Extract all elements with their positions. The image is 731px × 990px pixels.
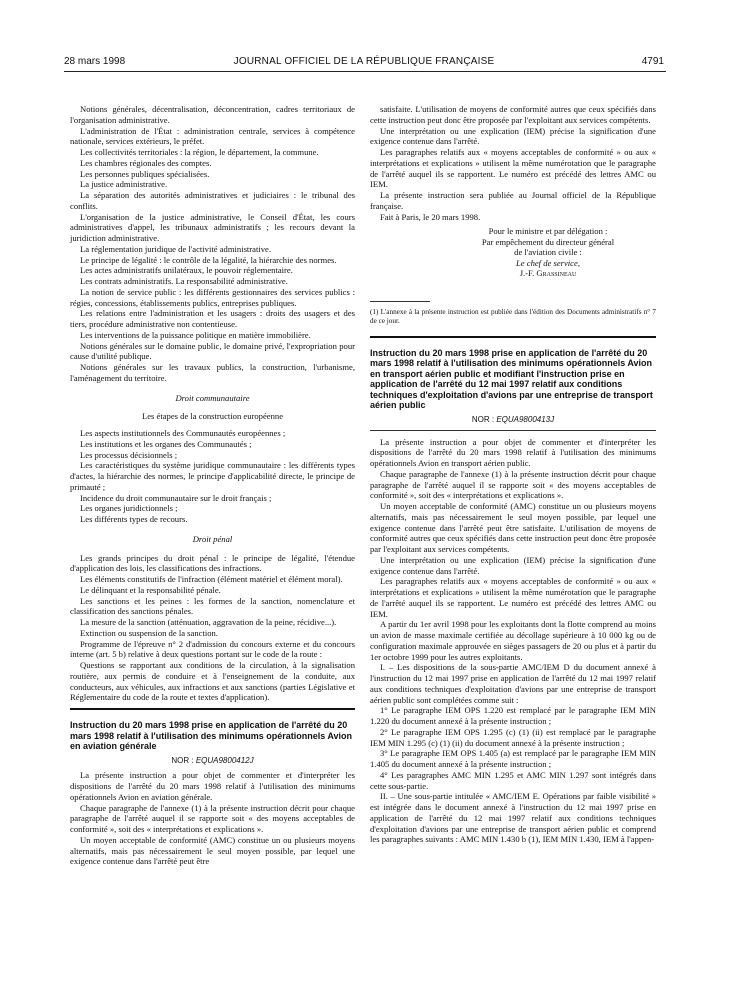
paragraph: Le délinquant et la responsabilité pénale. [80, 584, 221, 595]
paragraph: Les aspects institutionnels des Communautés européennes ; [80, 428, 286, 438]
paragraph: Questions se rapportant aux conditions de la circulation, à la signalisation routière, aux permis de conduire et à l'enseignement de la conduite, aux conducteurs, aux véhicules, aux infractions et aux sanctions (parties Législative et Réglementaire du code de la route et textes d'application). [70, 660, 355, 703]
signature-line: Pour le ministre et par délégation : [488, 226, 608, 237]
paragraph: Les organes juridictionnels ; [80, 503, 178, 514]
signature-role: Le chef de service, [516, 257, 580, 268]
paragraph: La justice administrative. [80, 179, 168, 190]
paragraph: Les paragraphes relatifs aux « moyens acceptables de conformité » ou aux « interprétations et explications » utilisent la même numérotation que le paragraphe de l'arrêté auquel ils se rapportent. Le numéro est précédé des lettres AMC ou IEM. [370, 576, 656, 619]
nor-reference [370, 415, 656, 426]
paragraph: Les différents types de recours. [80, 514, 188, 524]
paragraph: Une interprétation ou une explication (IEM) précise la signification d'une exigence contenue dans l'arrêté. [370, 554, 656, 576]
instruction-title-aviation-generale: Instruction du 20 mars 1998 prise en application de l'arrêté du 20 mars 1998 relatif à l'utilisation des minimums opérationnels Avion en aviation générale [70, 720, 353, 751]
paragraph: Notions générales, décentralisation, déconcentration, cadres territoriaux de l'organisation administrative. [70, 104, 355, 125]
right-column [370, 104, 656, 845]
paragraph: Les paragraphes relatifs aux « moyens acceptables de conformité » ou aux « interprétations et explications » utilisent la même numérotation que le paragraphe de l'arrêté auquel ils se rapportent. Le numéro est précédé des lettres AMC ou IEM. [370, 147, 656, 190]
header-page-number: 4791 [641, 56, 664, 67]
section-heading-droit-communautaire: Droit communautaire [175, 392, 250, 403]
paragraph: La présente instruction a pour objet de commenter et d'interpréter les dispositions de l'arrêté du 20 mars 1998 relatif à l'utilisation des minimums opérationnels Avion en aviation générale. [70, 770, 355, 802]
paragraph: A partir du 1er avril 1998 pour les exploitants dont la flotte comprend au moins un avion de masse maximale certifiée au décollage supérieure à 10 000 kg ou de configuration maximale approuvée en sièges passagers de 20 ou plus et à partir du 1er octobre 1999 pour les autres exploitants. [370, 619, 656, 662]
paragraph: Chaque paragraphe de l'annexe (1) à la présente instruction décrit pour chaque paragraphe de l'arrêté auquel il se rapporte soit « des moyens acceptables de conformité », soit des « interprétations et explications ». [370, 468, 656, 501]
paragraph: La réglementation juridique de l'activité administrative. [80, 243, 272, 254]
paragraph: La présente instruction sera publiée au Journal officiel de la République française. [370, 190, 656, 211]
header-date: 28 mars 1998 [64, 56, 126, 67]
paragraph: La notion de service public : les différents gestionnaires des services publics : régies, concessions, établissements publics, entreprises publiques. [70, 286, 355, 308]
paragraph: Un moyen acceptable de conformité (AMC) constitue un ou plusieurs moyens alternatifs, mais pas nécessairement le seul moyen possible, par lequel une exigence contenue dans l'arrêté peut être satisfaite. L'utilisation de moyens de conformité autres que ceux spécifiés dans cette instruction peut donc être proposée par l'exploitant aux services compétents. [370, 501, 656, 554]
paragraph: 3° Le paragraphe IEM OPS 1.405 (a) est remplacé par le paragraphe IEM MIN 1.405 du document annexé à la présente instruction ; [370, 748, 656, 769]
paragraph: Les contrats administratifs. La responsabilité administrative. [80, 276, 288, 286]
paragraph: Incidence du droit communautaire sur le droit français ; [80, 492, 272, 503]
paragraph: II. – Une sous-partie intitulée « AMC/IEM E. Opérations par faible visibilité » est intégrée dans le document annexé à l'instruction du 12 mai 1997 prise en application de l'arrêté du 12 mai 1997 relatif aux conditions techniques d'exploitation d'avions par une entreprise de transport aérien public et comprend les paragraphes suivants : AMC MIN 1.430 b (1), IEM MIN 1.430, IEM à l'appen- [370, 791, 656, 845]
paragraph: La mesure de la sanction (atténuation, aggravation de la peine, récidive...). [80, 617, 337, 627]
section-divider [370, 336, 656, 338]
community-law-list [70, 428, 355, 525]
paragraph: Notions générales sur les travaux publics, la construction, l'urbanisme, l'aménagement du territoire. [70, 362, 355, 383]
subheading-construction-europeenne: Les étapes de la construction européenne [141, 411, 284, 422]
footnote-rule [370, 301, 430, 302]
section-divider [70, 708, 355, 710]
paragraph: La présente instruction a pour objet de commenter et d'interpréter les dispositions de l'arrêté du 20 mars 1998 relatif à l'utilisation des minimums opérationnels Avion en transport aérien public. [370, 436, 656, 468]
paragraph: Les relations entre l'administration et les usagers : droits des usagers et des tiers, procédure administrative non contentieuse. [70, 308, 355, 329]
paragraph: Les interventions de la puissance politique en matière immobilière. [80, 329, 311, 340]
paragraph: Les collectivités territoriales : la région, le département, la commune. [80, 147, 319, 157]
date-place-line: Fait à Paris, le 20 mars 1998. [380, 211, 481, 222]
paragraph: I. – Les dispositions de la sous-partie AMC/IEM D du document annexé à l'instruction du 12 mai 1997 prise en application de l'arrêté du 12 mai 1997 relatif aux conditions techniques d'exploitation d'avions par une entreprise de transport aérien public sont complétées comme suit : [370, 662, 656, 705]
paragraph: Notions générales sur le domaine public, le domaine privé, l'expropriation pour cause d'utilité publique. [70, 340, 355, 362]
paragraph: 1° Le paragraphe IEM OPS 1.220 est remplacé par le paragraphe IEM MIN 1.220 du document annexé à la présente instruction ; [370, 705, 656, 726]
paragraph: 2° Le paragraphe IEM OPS 1.295 (c) (1) (ii) est remplacé par le paragraphe IEM MIN 1.295 (c) (1) (ii) du document annexé à la présente instruction ; [370, 726, 656, 748]
paragraph: Programme de l'épreuve n° 2 d'admission du concours externe et du concours interne (art. 5 b) relative à deux questions portant sur le code de la route : [70, 638, 355, 660]
section-heading-droit-penal: Droit pénal [192, 533, 233, 544]
paragraph: Une interprétation ou une explication (IEM) précise la signification d'une exigence contenue dans l'arrêté. [370, 125, 656, 147]
nor-label: NOR : [171, 755, 196, 765]
footnote: (1) L'annexe à la présente instruction est publiée dans l'édition des Documents administratifs n° 7 de ce jour. [370, 307, 656, 325]
signature-line: Par empêchement du directeur général [481, 236, 615, 247]
nor-reference [70, 756, 355, 767]
nor-label: NOR : [471, 414, 497, 424]
signature-line: de l'aviation civile : [514, 247, 582, 258]
header-rule [64, 71, 666, 72]
paragraph: Chaque paragraphe de l'annexe (1) à la présente instruction décrit pour chaque paragraphe de l'arrêté auquel il se rapporte soit « des moyens acceptables de conformité », soit des « interprétations et explications ». [70, 802, 355, 834]
criminal-law-list [70, 553, 355, 704]
paragraph: L'administration de l'État : administration centrale, services à compétence nationale, services extérieurs, le préfet. [70, 125, 355, 147]
instruction-body [370, 437, 656, 846]
page-header [64, 56, 664, 70]
paragraph: Les sanctions et les peines : les formes de la sanction, nomenclature et classification des sanctions pénales. [70, 595, 355, 617]
signatory-name: J.-F. Grassineau [519, 268, 577, 279]
paragraph: Les caractéristiques du système juridique communautaire : les différents types d'actes, la hiérarchie des normes, le principe d'applicabilité directe, le principe de primauté ; [70, 460, 355, 492]
paragraph: Un moyen acceptable de conformité (AMC) constitue un ou plusieurs moyens alternatifs, mais pas nécessairement le seul moyen possible, par lequel une exigence contenue dans l'arrêté peut être [70, 834, 355, 867]
instruction-title-transport-public: Instruction du 20 mars 1998 prise en application de l'arrêté du 20 mars 1998 relatif à l'utilisation des minimums opérationnels Avion en transport aérien public et modifiant l'instruction prise en application de l'arrêté du 12 mai 1997 relatif aux conditions techniques d'exploitation d'avions par une entreprise de transport aérien public [370, 347, 653, 411]
nor-code: EQUA9800412J [195, 755, 254, 765]
instruction-body [70, 770, 355, 867]
paragraph: Les actes administratifs unilatéraux, le pouvoir réglementaire. [80, 265, 293, 276]
section-divider [370, 430, 656, 431]
admin-law-list [70, 104, 355, 384]
paragraph: Les processus décisionnels ; [80, 449, 178, 460]
signature-block [370, 226, 656, 279]
paragraph: Les chambres régionales des comptes. [80, 157, 212, 168]
paragraph: Extinction ou suspension de la sanction. [80, 627, 218, 638]
paragraph: 4° Les paragraphes AMC MIN 1.295 et AMC MIN 1.297 sont intégrés dans cette sous-partie. [370, 769, 656, 791]
paragraph: L'organisation de la justice administrative, le Conseil d'État, les cours administratives d'appel, les tribunaux administratifs ; les recours devant la juridiction administrative. [70, 211, 355, 243]
paragraph: Les éléments constitutifs de l'infraction (élément matériel et élément moral). [80, 574, 343, 584]
paragraph: Les grands principes du droit pénal : le principe de légalité, l'étendue d'application des lois, les classifications des infractions. [70, 552, 355, 574]
paragraph: Les institutions et les organes des Communautés ; [80, 438, 252, 449]
paragraph: satisfaite. L'utilisation de moyens de conformité autres que ceux spécifiés dans cette instruction peut donc être proposée par l'exploitant aux services compétents. [370, 104, 656, 125]
paragraph: Les personnes publiques spécialisées. [80, 168, 210, 179]
left-column [70, 104, 355, 867]
nor-code: EQUA9800413J [496, 414, 555, 424]
header-journal-title: JOURNAL OFFICIEL DE LA RÉPUBLIQUE FRANÇAISE [233, 56, 495, 67]
paragraph: Le principe de légalité : le contrôle de la légalité, la hiérarchie des normes. [80, 254, 337, 265]
instruction-body-continued [370, 104, 656, 212]
paragraph: La séparation des autorités administratives et judiciaires : le tribunal des conflits. [70, 190, 355, 211]
